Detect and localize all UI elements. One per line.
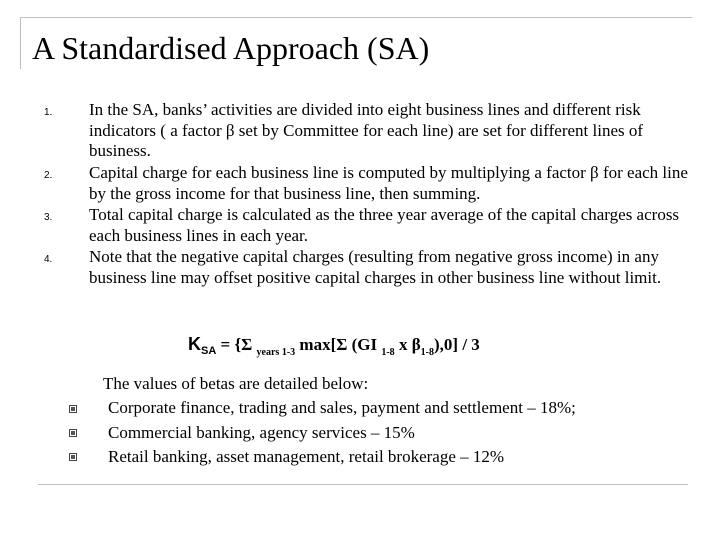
capital-charge-formula (188, 334, 480, 358)
formula-beta-subscript: 1-8 (420, 347, 434, 358)
top-rule (20, 17, 692, 18)
formula-k-subscript: SA (201, 345, 217, 357)
formula-gi-subscript: 1-8 (381, 347, 395, 358)
left-rule (20, 17, 21, 69)
item-number: 2. (44, 170, 53, 181)
beta-bullet-text: Retail banking, asset management, retail brokerage – 12% (108, 447, 505, 466)
betas-intro: The values of betas are detailed below: (103, 374, 369, 393)
square-bullet-icon (69, 405, 77, 413)
bottom-rule (38, 484, 688, 485)
formula-tail: ),0] / 3 (434, 335, 480, 354)
item-number: 3. (44, 212, 53, 223)
formula-x-beta: x β (394, 335, 421, 354)
formula-k: K (188, 334, 201, 354)
item-number: 4. (44, 254, 53, 265)
list-item: Total capital charge is calculated as the three year average of the capital charges across each business lines in each year. (89, 205, 680, 245)
square-bullet-icon (69, 429, 77, 437)
formula-years-subscript: years 1-3 (256, 347, 296, 358)
list-item: Capital charge for each business line is computed by multiplying a factor β for each line by the gross income for that business line, then summing. (89, 163, 688, 203)
square-bullet-icon (69, 453, 77, 461)
formula-mid: max[Σ (GI (295, 335, 382, 354)
item-number: 1. (44, 107, 53, 118)
list-item: In the SA, banks’ activities are divided into eight business lines and different risk indicators ( a factor β set by Committee for each line) are set for different lines of business. (89, 100, 644, 160)
beta-bullet-text: Commercial banking, agency services – 15% (108, 423, 415, 442)
slide-title: A Standardised Approach (SA) (32, 30, 430, 66)
formula-eq: = {Σ (216, 335, 257, 354)
list-item: Note that the negative capital charges (resulting from negative gross income) in any business line may offset positive capital charges in other business line without limit. (89, 247, 662, 287)
beta-bullet-text: Corporate finance, trading and sales, payment and settlement – 18%; (108, 398, 576, 417)
